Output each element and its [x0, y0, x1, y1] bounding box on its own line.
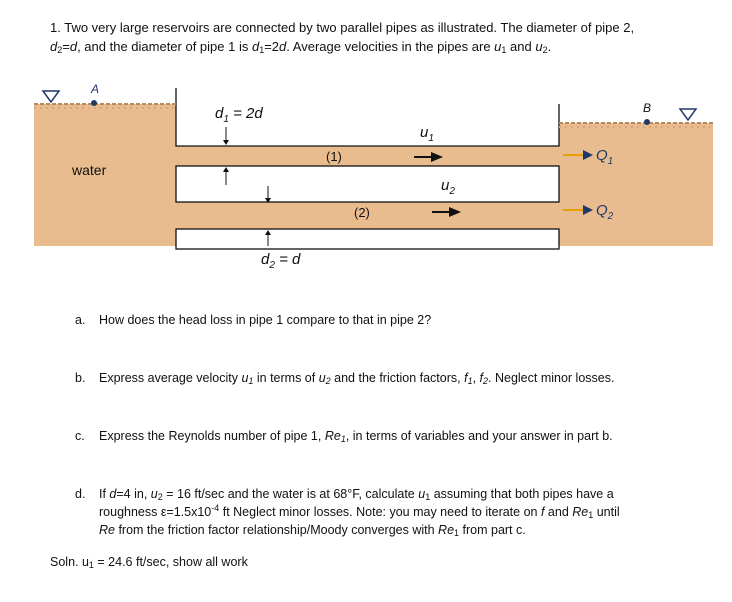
q2-label: $Q_2$	[596, 202, 614, 222]
question-d-line-3: Re from the friction factor relationship/Moody converges with $Re_1$ from part c.	[99, 523, 526, 538]
question-b	[75, 369, 715, 389]
question-b-label: b.	[75, 371, 86, 385]
label-B: B	[643, 101, 652, 115]
point-A-marker	[91, 100, 97, 106]
question-a	[75, 311, 715, 331]
pipe-2-lower-wall	[176, 229, 559, 249]
q1-label: $Q_1$	[596, 147, 614, 167]
question-c-label: c.	[75, 429, 85, 443]
question-d-text	[99, 485, 699, 539]
pipe-1-label: (1)	[326, 149, 342, 164]
question-d-label: d.	[75, 487, 86, 501]
pipe-2-label: (2)	[354, 205, 370, 220]
question-d	[75, 485, 715, 545]
question-a-text: How does the head loss in pipe 1 compare to that in pipe 2?	[99, 313, 432, 327]
problem-line-2: $d_2=d$, and the diameter of pipe 1 is $d_1=2d$. Average velocities in the pipes are $u_1$ and $u_2$.	[50, 39, 552, 55]
question-d-line-2: roughness $\varepsilon=1.5x10^{-4}$ ft Neglect minor losses. Note: you may need to iterate on f and $Re_1$ until	[99, 503, 620, 520]
left-surface-triangle-icon	[43, 91, 59, 102]
question-a-label: a.	[75, 313, 86, 327]
d1-label: $d_1 = 2d$	[215, 105, 263, 125]
question-c-text: Express the Reynolds number of pipe 1, $Re_1$, in terms of variables and your answer in part b.	[99, 429, 613, 444]
water-label: water	[72, 162, 107, 178]
pipe-separator	[176, 166, 559, 202]
u1-label: $u_1$	[420, 124, 434, 144]
question-b-text: Express average velocity $u_1$ in terms of $u_2$ and the friction factors, $f_1$, $f_2$. Neglect minor losses.	[99, 371, 615, 386]
right-surface-triangle-icon	[680, 109, 696, 120]
d2-label: $d_2 = d$	[261, 251, 301, 271]
u2-label: $u_2$	[441, 177, 455, 197]
problem-line-1: 1. Two very large reservoirs are connected by two parallel pipes as illustrated. The diameter of pipe 2,	[50, 20, 635, 35]
point-B-marker	[644, 119, 650, 125]
label-A: A	[91, 82, 100, 96]
question-d-line-1: If d=4 in, $u_2 = 16$ ft/sec and the water is at 68°F, calculate $u_1$ assuming that both pipes have a	[99, 487, 614, 502]
solution-line: Soln. $u_1 = 24.6$ ft/sec, show all work	[50, 555, 248, 570]
pipe-1	[176, 146, 559, 166]
d1-arrow-top-head-icon	[223, 140, 229, 145]
reservoir-pipe-diagram	[0, 0, 732, 300]
question-c	[75, 427, 715, 447]
